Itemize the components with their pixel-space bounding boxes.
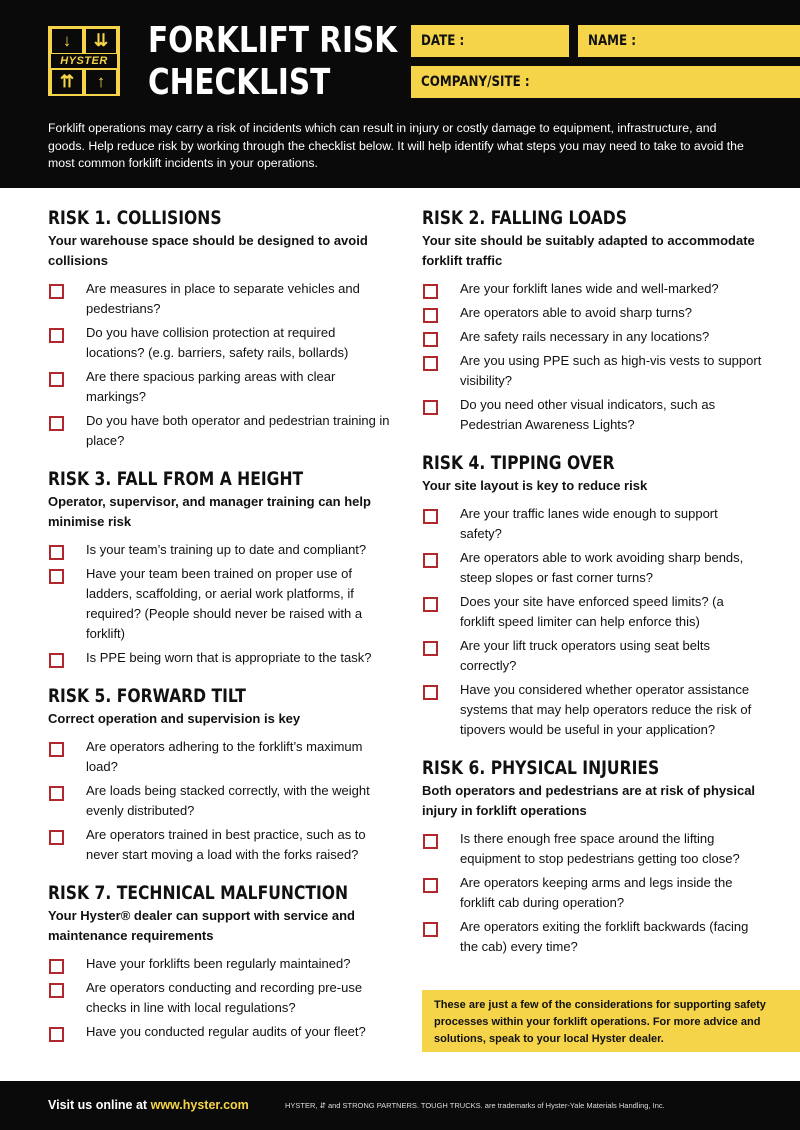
checklist-item: Are operators conducting and recording pre-use checks in line with local regulations? <box>48 978 393 1018</box>
checkbox[interactable] <box>49 653 64 668</box>
left-column <box>48 206 393 1058</box>
double-arrow-down-icon: ⇊ <box>86 29 116 53</box>
risk-title: RISK 5. FORWARD TILT <box>48 685 246 707</box>
checkbox[interactable] <box>423 509 438 524</box>
checklist-item: Are safety rails necessary in any locations? <box>422 327 762 347</box>
arrow-down-icon: ↓ <box>52 29 82 53</box>
hyster-logo <box>48 26 120 96</box>
checklist-item: Are there spacious parking areas with clear markings? <box>48 367 393 407</box>
checkbox[interactable] <box>423 332 438 347</box>
checkbox[interactable] <box>49 959 64 974</box>
checkbox[interactable] <box>423 878 438 893</box>
checkbox[interactable] <box>49 545 64 560</box>
logo-wordmark: HYSTER <box>51 54 117 68</box>
advice-callout: These are just a few of the considerations for supporting safety processes within your forklift operations. For more advice and solutions, speak to your local Hyster dealer. <box>422 990 800 1052</box>
checklist-item: Do you need other visual indicators, such as Pedestrian Awareness Lights? <box>422 395 762 435</box>
double-arrow-up-icon: ⇈ <box>52 70 82 94</box>
checklist-item: Have you conducted regular audits of your fleet? <box>48 1022 393 1042</box>
risk-title: RISK 3. FALL FROM A HEIGHT <box>48 468 304 490</box>
checkbox[interactable] <box>423 553 438 568</box>
checklist-item: Are you using PPE such as high-vis vests to support visibility? <box>422 351 762 391</box>
trademark-notice: HYSTER, ⇵ and STRONG PARTNERS. TOUGH TRUCKS. are trademarks of Hyster-Yale Materials Handling, Inc. <box>285 1101 665 1110</box>
date-field[interactable]: DATE : <box>411 25 569 57</box>
checklist-item: Does your site have enforced speed limits? (a forklift speed limiter can help enforce this) <box>422 592 762 632</box>
checklist-item: Do you have both operator and pedestrian training in place? <box>48 411 393 451</box>
checkbox[interactable] <box>423 284 438 299</box>
checklist-item: Are operators exiting the forklift backwards (facing the cab) every time? <box>422 917 762 957</box>
checklist-item: Are operators adhering to the forklift’s maximum load? <box>48 737 393 777</box>
name-field[interactable]: NAME : <box>578 25 800 57</box>
checklist-item: Are your lift truck operators using seat belts correctly? <box>422 636 762 676</box>
checklist-item: Are your traffic lanes wide enough to support safety? <box>422 504 762 544</box>
website-link[interactable]: www.hyster.com <box>150 1098 249 1112</box>
checklist-item: Have your forklifts been regularly maintained? <box>48 954 393 974</box>
risk-subtitle: Your site layout is key to reduce risk <box>422 478 648 493</box>
checkbox[interactable] <box>49 328 64 343</box>
risk-section-7 <box>48 881 393 1042</box>
checklist-item: Have your team been trained on proper use of ladders, scaffolding, or aerial work platforms, if required? (People should never be raised with a forklift) <box>48 564 393 644</box>
checkbox[interactable] <box>423 834 438 849</box>
footer <box>0 1081 800 1130</box>
risk-section-4 <box>422 451 762 740</box>
checklist-item: Is PPE being worn that is appropriate to the task? <box>48 648 393 668</box>
risk-section-6 <box>422 756 762 957</box>
risk-title: RISK 1. COLLISIONS <box>48 207 222 229</box>
risk-section-2 <box>422 206 762 435</box>
checklist-item: Have you considered whether operator assistance systems that may help operators reduce the risk of tipovers would be useful in your application? <box>422 680 762 740</box>
checklist-item: Is there enough free space around the lifting equipment to stop pedestrians getting too close? <box>422 829 762 869</box>
checkbox[interactable] <box>423 400 438 415</box>
checklist-item: Are operators keeping arms and legs inside the forklift cab during operation? <box>422 873 762 913</box>
risk-subtitle: Correct operation and supervision is key <box>48 711 301 726</box>
checklist-item: Are measures in place to separate vehicles and pedestrians? <box>48 279 393 319</box>
risk-subtitle: Both operators and pedestrians are at risk of physical injury in forklift operations <box>422 783 756 818</box>
header-banner <box>0 0 800 188</box>
checkbox[interactable] <box>423 641 438 656</box>
risk-subtitle: Operator, supervisor, and manager training can help minimise risk <box>48 494 371 529</box>
risk-subtitle: Your warehouse space should be designed to avoid collisions <box>48 233 368 268</box>
risk-subtitle: Your site should be suitably adapted to accommodate forklift traffic <box>422 233 755 268</box>
checklist-item: Are operators able to avoid sharp turns? <box>422 303 762 323</box>
visit-text: Visit us online at www.hyster.com <box>48 1098 249 1112</box>
checkbox[interactable] <box>423 685 438 700</box>
checklist-item: Do you have collision protection at required locations? (e.g. barriers, safety rails, bollards) <box>48 323 393 363</box>
risk-section-5 <box>48 684 393 865</box>
checkbox[interactable] <box>49 569 64 584</box>
checklist-item: Are operators able to work avoiding sharp bends, steep slopes or fast corner turns? <box>422 548 762 588</box>
checkbox[interactable] <box>49 372 64 387</box>
risk-section-1 <box>48 206 393 451</box>
risk-title: RISK 4. TIPPING OVER <box>422 452 615 474</box>
checkbox[interactable] <box>49 1027 64 1042</box>
checkbox[interactable] <box>49 284 64 299</box>
checkbox[interactable] <box>49 742 64 757</box>
risk-section-3 <box>48 467 393 668</box>
company-site-field[interactable]: COMPANY/SITE : <box>411 66 800 98</box>
checklist-item: Are operators trained in best practice, such as to never start moving a load with the forks raised? <box>48 825 393 865</box>
checkbox[interactable] <box>49 786 64 801</box>
risk-title: RISK 2. FALLING LOADS <box>422 207 627 229</box>
checkbox[interactable] <box>49 983 64 998</box>
checkbox[interactable] <box>423 308 438 323</box>
checkbox[interactable] <box>49 416 64 431</box>
checklist-item: Is your team’s training up to date and compliant? <box>48 540 393 560</box>
risk-title: RISK 7. TECHNICAL MALFUNCTION <box>48 882 349 904</box>
page-title: FORKLIFT RISK CHECKLIST <box>148 20 398 103</box>
intro-text: Forklift operations may carry a risk of incidents which can result in injury or costly damage to equipment, infrastructure, and goods. Help reduce risk by working through the checklist below. It will help identify what steps you may need to take to avoid the most common forklift incidents in your operations. <box>48 121 744 170</box>
checkbox[interactable] <box>49 830 64 845</box>
checkbox[interactable] <box>423 922 438 937</box>
right-column <box>422 206 762 973</box>
risk-title: RISK 6. PHYSICAL INJURIES <box>422 757 660 779</box>
checklist-item: Are your forklift lanes wide and well-marked? <box>422 279 762 299</box>
risk-subtitle: Your Hyster® dealer can support with service and maintenance requirements <box>48 908 355 943</box>
checkbox[interactable] <box>423 356 438 371</box>
arrow-up-icon: ↑ <box>86 70 116 94</box>
checklist-item: Are loads being stacked correctly, with the weight evenly distributed? <box>48 781 393 821</box>
checkbox[interactable] <box>423 597 438 612</box>
